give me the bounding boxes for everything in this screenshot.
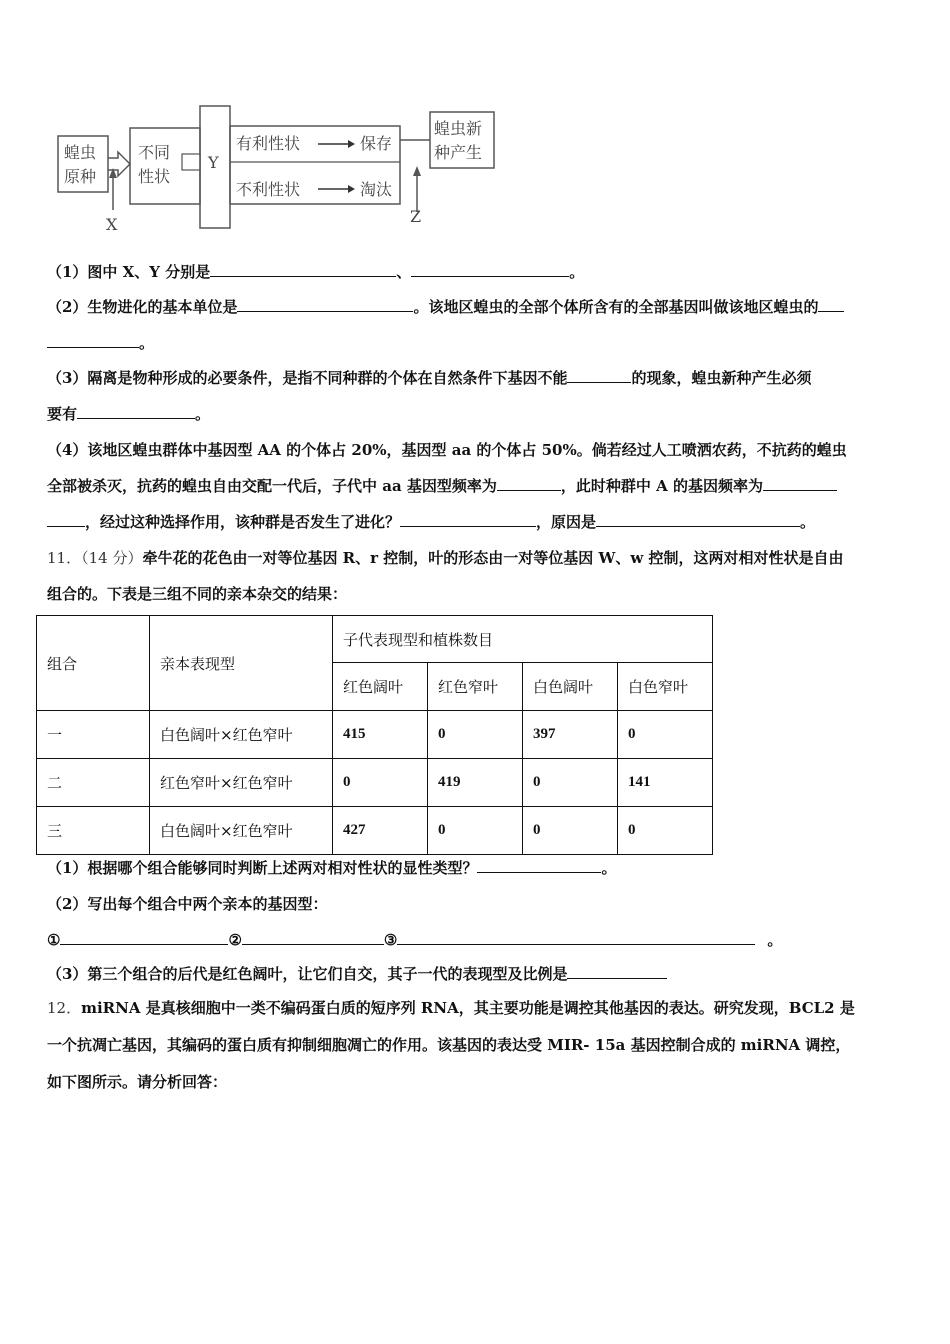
blank-isolation[interactable] <box>77 404 195 419</box>
blank-x[interactable] <box>210 262 396 277</box>
th-white-broad: 白色阔叶 <box>523 663 618 711</box>
row3-val2: 0 <box>428 807 523 855</box>
q10-p2-end: 。 <box>139 334 155 352</box>
q11-part2 <box>47 894 327 914</box>
row1-val4: 0 <box>618 711 713 759</box>
q10-part4-cont1 <box>47 476 837 496</box>
th-white-narrow: 白色窄叶 <box>618 663 713 711</box>
q10-p3a-text: （3）隔离是物种形成的必要条件，是指不同种群的个体在自然条件下基因不能 <box>47 369 568 387</box>
box-traits-line2: 性状 <box>138 167 171 186</box>
box-traits-line1: 不同 <box>138 143 171 162</box>
blank-a-frequency-b[interactable] <box>47 512 85 527</box>
box-original-line2: 原种 <box>64 167 97 186</box>
blank-evolved[interactable] <box>400 512 536 527</box>
q10-p2-text: （2）生物进化的基本单位是 <box>47 298 238 316</box>
q11-intro <box>47 548 843 568</box>
eliminate: 淘汰 <box>360 180 393 199</box>
q12-number: 12． <box>47 999 82 1017</box>
q11-number: 11．（14 分） <box>47 549 143 567</box>
q11-part2-answers <box>47 930 782 950</box>
q11-p1-end: 。 <box>601 859 617 877</box>
row1-val2: 0 <box>428 711 523 759</box>
row1-parent: 白色阔叶×红色窄叶 <box>150 711 333 759</box>
q11-intro-cont <box>47 584 347 604</box>
evolution-diagram <box>50 100 510 235</box>
row2-val4: 141 <box>618 759 713 807</box>
circle-3: ③ <box>383 931 398 949</box>
q10-p4c-mid: ，经过这种选择作用，该种群是否发生了进化？ <box>85 513 401 531</box>
q10-part2 <box>47 297 844 317</box>
q10-part1 <box>47 262 584 282</box>
th-offspring: 子代表现型和植株数目 <box>333 616 713 663</box>
table-row <box>37 711 713 759</box>
unfavorable-traits: 不利性状 <box>236 180 301 199</box>
blank-genotype-3[interactable] <box>397 930 755 945</box>
blank-gene-pool-a[interactable] <box>818 297 844 312</box>
circle-2: ② <box>228 931 242 949</box>
evolution-diagram-svg <box>50 100 510 235</box>
q10-part3 <box>47 368 811 388</box>
q10-p1-end: 。 <box>569 263 585 281</box>
row2-val2: 419 <box>428 759 523 807</box>
q11-p2-text: （2）写出每个组合中两个亲本的基因型： <box>47 895 328 913</box>
q10-p3b-text: 要有 <box>47 405 78 423</box>
row1-val1: 415 <box>333 711 428 759</box>
q11-p1-text: （1）根据哪个组合能够同时判断上述两对相对性状的显性类型？ <box>47 859 478 877</box>
th-red-narrow: 红色窄叶 <box>428 663 523 711</box>
q10-p3a-end: 的现象，蝗虫新种产生必须 <box>631 369 812 387</box>
box-original-line1: 蝗虫 <box>64 143 97 162</box>
q10-p4b-mid: ，此时种群中 A 的基因频率为 <box>560 477 763 495</box>
row3-group: 三 <box>37 807 150 855</box>
box-new-line1: 蝗虫新 <box>434 119 483 138</box>
blank-reason[interactable] <box>596 512 800 527</box>
q12-line1 <box>47 998 855 1018</box>
blank-phenotype-ratio[interactable] <box>567 964 667 979</box>
row3-parent: 白色阔叶×红色窄叶 <box>150 807 333 855</box>
q10-part4-cont2 <box>47 512 815 532</box>
q10-part2-cont <box>47 333 154 353</box>
blank-a-frequency-a[interactable] <box>763 476 837 491</box>
th-group: 组合 <box>37 616 150 711</box>
q10-p3b-end: 。 <box>195 405 211 423</box>
q11-p3-text: （3）第三个组合的后代是红色阔叶，让它们自交，其子一代的表现型及比例是 <box>47 965 568 983</box>
q12-text-c: 如下图所示。请分析回答： <box>47 1073 228 1091</box>
row2-val3: 0 <box>523 759 618 807</box>
keep: 保存 <box>360 134 393 153</box>
q12-text-a: miRNA 是真核细胞中一类不编码蛋白质的短序列 RNA，其主要功能是调控其他基因的表达。研究发现，BCL2 是 <box>81 999 855 1017</box>
row1-group: 一 <box>37 711 150 759</box>
label-y: Y <box>208 153 219 172</box>
blank-y[interactable] <box>411 262 569 277</box>
q10-p4a-text: （4）该地区蝗虫群体中基因型 AA 的个体占 20%，基因型 aa 的个体占 50%。倘若经过人工喷洒农药，不抗药的蝗虫 <box>47 441 847 459</box>
blank-aa-frequency[interactable] <box>497 476 561 491</box>
blank-genotype-2[interactable] <box>242 930 384 945</box>
arrow-z-head <box>413 166 421 176</box>
row3-val4: 0 <box>618 807 713 855</box>
favorable-traits: 有利性状 <box>236 134 301 153</box>
q11-p2-end: 。 <box>767 931 783 949</box>
q12-line2 <box>47 1035 850 1055</box>
box-new-line2: 种产生 <box>434 143 483 162</box>
blank-gene-pool-b[interactable] <box>47 333 139 348</box>
q10-p4c-mid2: ，原因是 <box>536 513 597 531</box>
row3-val3: 0 <box>523 807 618 855</box>
q10-p4b-text: 全部被杀灭，抗药的蝗虫自由交配一代后，子代中 aa 基因型频率为 <box>47 477 497 495</box>
notch-box <box>182 154 200 170</box>
q10-part3-cont <box>47 404 210 424</box>
blank-gene-exchange[interactable] <box>567 368 631 383</box>
q11-intro-a: 牵牛花的花色由一对等位基因 R、r 控制，叶的形态由一对等位基因 W、w 控制，这两对相对性状是自由 <box>142 549 844 567</box>
row3-val1: 427 <box>333 807 428 855</box>
blank-dominance-group[interactable] <box>477 858 601 873</box>
q11-intro-b: 组合的。下表是三组不同的亲本杂交的结果： <box>47 585 348 603</box>
label-x: X <box>106 215 118 234</box>
row2-parent: 红色窄叶×红色窄叶 <box>150 759 333 807</box>
row2-group: 二 <box>37 759 150 807</box>
th-red-broad: 红色阔叶 <box>333 663 428 711</box>
cross-results-table <box>36 615 713 855</box>
th-parent: 亲本表现型 <box>150 616 333 711</box>
q10-p1-text: （1）图中 X、Y 分别是 <box>47 263 211 281</box>
row1-val3: 397 <box>523 711 618 759</box>
row2-val1: 0 <box>333 759 428 807</box>
q10-p2-mid: 。该地区蝗虫的全部个体所含有的全部基因叫做该地区蝗虫的 <box>413 298 819 316</box>
arrow-eliminate-head <box>348 185 355 193</box>
q10-p4c-end: 。 <box>800 513 816 531</box>
q11-part1 <box>47 858 616 878</box>
circle-1: ① <box>47 931 61 949</box>
q12-line3 <box>47 1072 227 1092</box>
q12-text-b: 一个抗凋亡基因，其编码的蛋白质有抑制细胞凋亡的作用。该基因的表达受 MIR- 15a 基因控制合成的 miRNA 调控， <box>47 1036 851 1054</box>
blank-genotype-1[interactable] <box>60 930 228 945</box>
arrow-keep-head <box>348 140 355 148</box>
table-row <box>37 807 713 855</box>
q11-part3 <box>47 964 667 984</box>
blank-basic-unit[interactable] <box>237 297 413 312</box>
table-row <box>37 759 713 807</box>
label-z: Z <box>410 207 422 226</box>
q10-part4 <box>47 440 847 460</box>
q10-p1-sep: 、 <box>396 263 412 281</box>
